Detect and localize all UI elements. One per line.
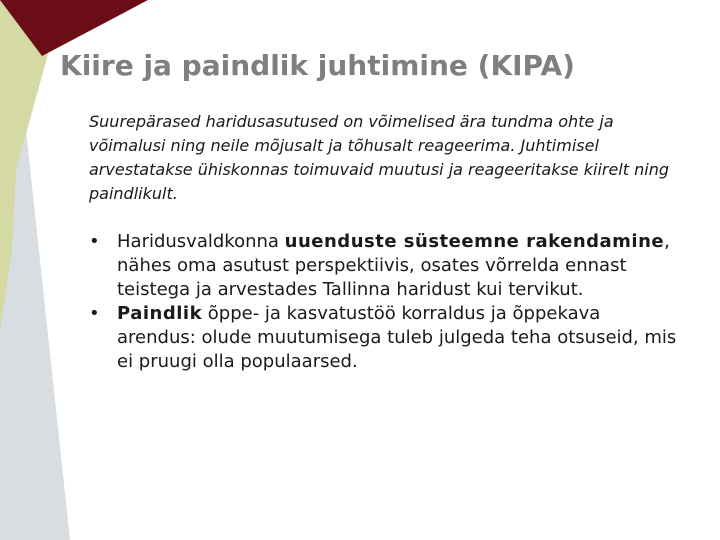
slide-title: Kiire ja paindlik juhtimine (KIPA) (60, 49, 575, 82)
bullet-text-bold: Paindlik (117, 303, 203, 324)
bullet-text-bold: uuenduste süsteemne rakendamine (284, 231, 665, 252)
bullet-list (89, 230, 679, 374)
bullet-item-paindlik (89, 302, 679, 374)
bullet-marker: • (89, 303, 100, 324)
bullet-text-pre: Haridusvaldkonna (117, 231, 285, 252)
bullet-item-uuendused (89, 230, 679, 302)
bullet-text-post: , nähes oma asutust perspektiivis, osates võrrelda ennast teistega ja arvestades Tallinna haridust kui tervikut. (117, 231, 670, 300)
bullet-text-post: õppe- ja kasvatustöö korraldus ja õppekava arendus: olude muutumisega tuleb julgeda teha otsuseid, mis ei pruugi olla populaarsed. (117, 303, 677, 372)
intro-paragraph: Suurepärased haridusasutused on võimelised ära tundma ohte ja võimalusi ning neile mõjusalt ja tõhusalt reageerima. Juhtimisel arvestatakse ühiskonnas toimuvaid muutusi ja reageeritakse kiirelt ning paindlikult. (89, 112, 669, 203)
bullet-marker: • (89, 231, 100, 252)
